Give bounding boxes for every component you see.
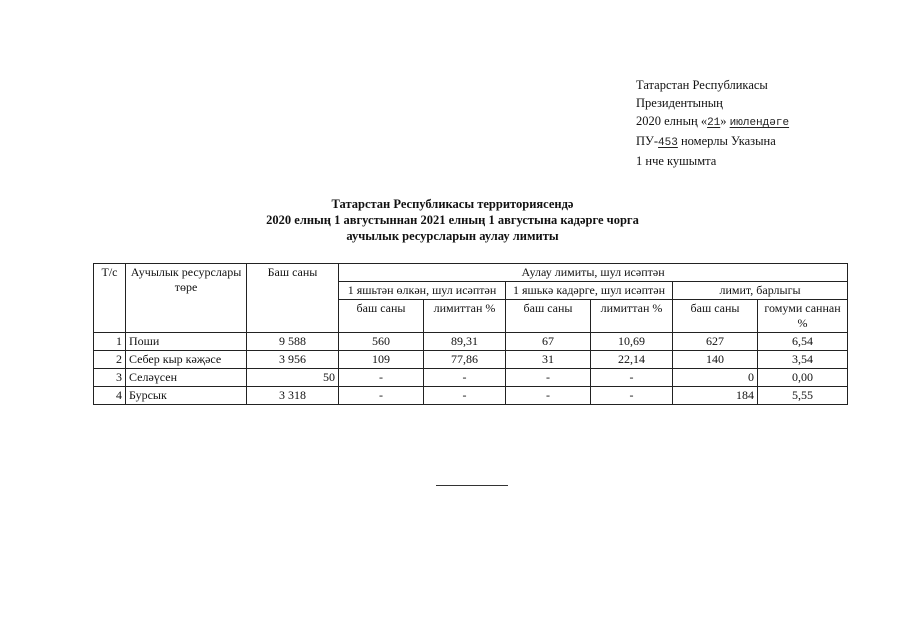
header-total-pct: гомуми саннан % bbox=[758, 300, 848, 333]
header-resource: Аучылык ресурслары төре bbox=[126, 264, 247, 333]
approval-date-mid: » bbox=[720, 114, 730, 128]
row-young-pct: 22,14 bbox=[591, 351, 673, 369]
closing-rule bbox=[436, 485, 508, 486]
row-young-pct: - bbox=[591, 369, 673, 387]
table-row bbox=[94, 351, 848, 369]
title-line-2: 2020 елның 1 августыннан 2021 елның 1 августына кадәрге чорга bbox=[266, 213, 639, 227]
header-head-count: Баш саны bbox=[247, 264, 339, 333]
row-name: Бурсык bbox=[126, 387, 247, 405]
approval-line-5: 1 нче кушымта bbox=[636, 154, 717, 168]
header-num: Т/с bbox=[94, 264, 126, 333]
title-line-3: аучылык ресурсларын аулау лимиты bbox=[346, 229, 559, 243]
decree-suffix: номерлы Указына bbox=[677, 134, 776, 148]
header-row-1 bbox=[94, 264, 848, 282]
approval-day: 21 bbox=[707, 117, 721, 129]
row-num: 3 bbox=[94, 369, 126, 387]
table-row bbox=[94, 387, 848, 405]
row-count: 50 bbox=[247, 369, 339, 387]
header-adults: 1 яшьтән өлкән, шул исәптән bbox=[339, 282, 506, 300]
approval-line-4 bbox=[636, 132, 789, 152]
table-row bbox=[94, 333, 848, 351]
table-row bbox=[94, 369, 848, 387]
approval-block bbox=[636, 76, 789, 170]
row-num: 2 bbox=[94, 351, 126, 369]
row-num: 4 bbox=[94, 387, 126, 405]
row-total-pct: 3,54 bbox=[758, 351, 848, 369]
row-adult-heads: - bbox=[339, 369, 424, 387]
row-adult-pct: 77,86 bbox=[424, 351, 506, 369]
row-total-heads: 627 bbox=[673, 333, 758, 351]
approval-line-1: Татарстан Республикасы bbox=[636, 78, 768, 92]
header-young-heads: баш саны bbox=[506, 300, 591, 333]
row-adult-pct: - bbox=[424, 369, 506, 387]
row-young-heads: - bbox=[506, 369, 591, 387]
row-young-heads: - bbox=[506, 387, 591, 405]
row-total-heads: 0 bbox=[673, 369, 758, 387]
row-name: Селәүсен bbox=[126, 369, 247, 387]
row-total-pct: 5,55 bbox=[758, 387, 848, 405]
row-young-pct: 10,69 bbox=[591, 333, 673, 351]
decree-number: 453 bbox=[658, 137, 678, 149]
row-total-pct: 6,54 bbox=[758, 333, 848, 351]
row-adult-heads: 560 bbox=[339, 333, 424, 351]
row-count: 3 318 bbox=[247, 387, 339, 405]
row-total-heads: 140 bbox=[673, 351, 758, 369]
header-adult-heads: баш саны bbox=[339, 300, 424, 333]
row-count: 9 588 bbox=[247, 333, 339, 351]
limits-table bbox=[93, 263, 848, 405]
row-adult-pct: 89,31 bbox=[424, 333, 506, 351]
title-line-1: Татарстан Республикасы территориясендә bbox=[331, 197, 574, 211]
header-young: 1 яшькә кадәрге, шул исәптән bbox=[506, 282, 673, 300]
header-total-heads: баш саны bbox=[673, 300, 758, 333]
row-name: Себер кыр кәҗәсе bbox=[126, 351, 247, 369]
row-name: Поши bbox=[126, 333, 247, 351]
header-total: лимит, барлыгы bbox=[673, 282, 848, 300]
row-young-heads: 31 bbox=[506, 351, 591, 369]
row-adult-pct: - bbox=[424, 387, 506, 405]
row-young-heads: 67 bbox=[506, 333, 591, 351]
row-adult-heads: 109 bbox=[339, 351, 424, 369]
approval-date-prefix: 2020 елның « bbox=[636, 114, 708, 128]
row-count: 3 956 bbox=[247, 351, 339, 369]
approval-line-3 bbox=[636, 112, 789, 132]
row-total-pct: 0,00 bbox=[758, 369, 848, 387]
row-num: 1 bbox=[94, 333, 126, 351]
decree-prefix: ПУ- bbox=[636, 134, 659, 148]
header-limit-group: Аулау лимиты, шул исәптән bbox=[339, 264, 848, 282]
header-adult-pct: лимиттан % bbox=[424, 300, 506, 333]
header-young-pct: лимиттан % bbox=[591, 300, 673, 333]
row-young-pct: - bbox=[591, 387, 673, 405]
row-total-heads: 184 bbox=[673, 387, 758, 405]
row-adult-heads: - bbox=[339, 387, 424, 405]
document-title bbox=[0, 196, 905, 244]
approval-line-2: Президентының bbox=[636, 96, 723, 110]
approval-month: июлендәге bbox=[729, 117, 790, 129]
